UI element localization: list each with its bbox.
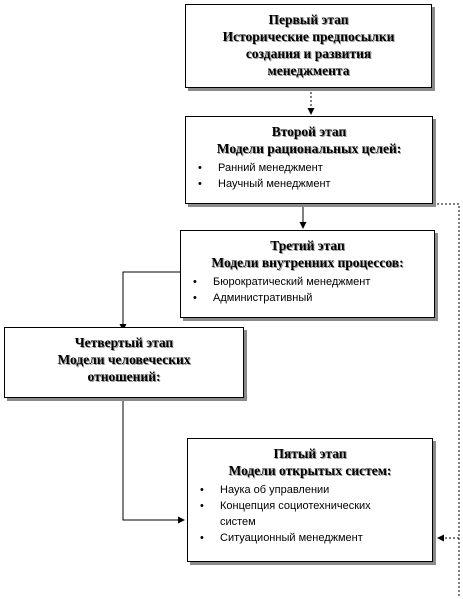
bullet-icon: • [193, 292, 197, 304]
stage1-subtitle-line2: создания и развития [245, 46, 372, 61]
stage1-box [185, 4, 432, 88]
stage2-subtitle: Модели рациональных целей: [216, 141, 402, 156]
list-item: • Ранний менеджмент [198, 162, 323, 174]
stage4-subtitle-line1: Модели человеческих [57, 352, 191, 367]
stage2-box [185, 116, 433, 204]
bullet-icon: • [193, 276, 197, 288]
stage5-box [187, 438, 433, 562]
stage3-title: Третий этап [270, 238, 345, 253]
bullet-icon: • [198, 178, 202, 190]
stage3-list [181, 274, 434, 306]
stage4-box [4, 327, 244, 398]
list-item: • Ситуационный менеджмент [200, 532, 363, 544]
list-item: • Наука об управлении [200, 484, 330, 496]
arrow-stage4-stage5 [123, 398, 184, 520]
stage5-list [188, 482, 432, 546]
stage4-title: Четвертый этап [74, 335, 174, 350]
stage5-subtitle: Модели открытых систем: [228, 463, 392, 478]
bullet-icon: • [198, 162, 202, 174]
stage1-subtitle-line1: Исторические предпосылки [222, 29, 395, 44]
arrow-stage2-stage5-dotted [433, 204, 459, 598]
list-item: • Концепция социотехнических систем [200, 500, 371, 528]
bullet-icon: • [200, 484, 204, 496]
stage1-subtitle-line3: менеджмента [267, 63, 350, 78]
stage5-title: Пятый этап [273, 446, 347, 461]
bullet-icon: • [200, 500, 204, 512]
list-item: • Научный менеджмент [198, 178, 331, 190]
stage2-title: Второй этап [271, 124, 347, 139]
stage3-subtitle: Модели внутренних процессов: [211, 255, 404, 270]
bullet-icon: • [200, 532, 204, 544]
stage2-list [186, 160, 432, 192]
list-item: • Административный [193, 292, 313, 304]
list-item-continuation: систем [220, 516, 256, 528]
arrow-stage3-stage4 [123, 272, 180, 330]
list-item: • Бюрократический менеджмент [193, 276, 371, 288]
stage1-title: Первый этап [268, 12, 349, 27]
stage4-subtitle-line2: отношений: [87, 369, 161, 384]
stage3-box [180, 230, 435, 318]
